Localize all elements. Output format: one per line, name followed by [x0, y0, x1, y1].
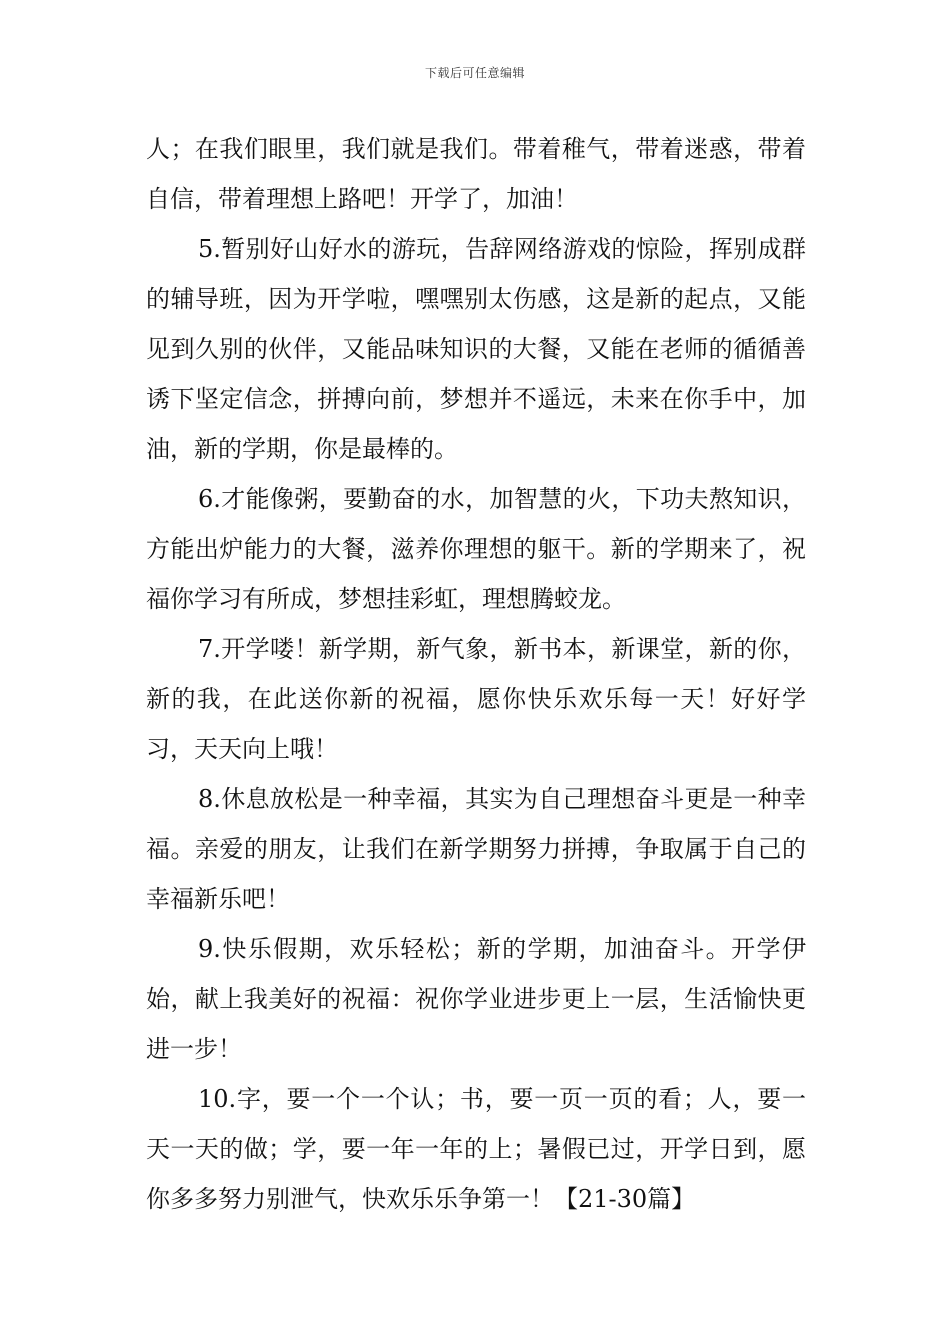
paragraph-item-6: 6.才能像粥，要勤奋的水，加智慧的火，下功夫熬知识，方能出炉能力的大餐，滋养你理想的躯干。新的学期来了，祝福你学习有所成，梦想挂彩虹，理想腾蛟龙。: [146, 485, 806, 613]
paragraph-item-10: 10.字，要一个一个认；书，要一页一页的看；人，要一天一天的做；学，要一年一年的上；暑假已过，开学日到，愿你多多努力别泄气，快欢乐乐争第一！【21-30篇】: [146, 1085, 806, 1213]
paragraph-item-9: 9.快乐假期，欢乐轻松；新的学期，加油奋斗。开学伊始，献上我美好的祝福：祝你学业进步更上一层，生活愉快更进一步！: [146, 935, 806, 1063]
document-body: [146, 124, 806, 1224]
paragraph-item-8: 8.休息放松是一种幸福，其实为自己理想奋斗更是一种幸福。亲爱的朋友，让我们在新学期努力拼搏，争取属于自己的幸福新乐吧！: [146, 785, 806, 913]
page-header: 下载后可任意编辑: [424, 66, 525, 80]
paragraph-item-7: 7.开学喽！新学期，新气象，新书本，新课堂，新的你，新的我，在此送你新的祝福，愿你快乐欢乐每一天！好好学习，天天向上哦！: [146, 635, 806, 763]
paragraph-item-5: 5.暂别好山好水的游玩，告辞网络游戏的惊险，挥别成群的辅导班，因为开学啦，嘿嘿别太伤感，这是新的起点，又能见到久别的伙伴，又能品味知识的大餐，又能在老师的循循善诱下坚定信念，拼搏向前，梦想并不遥远，未来在你手中，加油，新的学期，你是最棒的。: [146, 235, 806, 463]
paragraph-continuation: 人；在我们眼里，我们就是我们。带着稚气，带着迷惑，带着自信，带着理想上路吧！开学了，加油！: [146, 135, 806, 213]
